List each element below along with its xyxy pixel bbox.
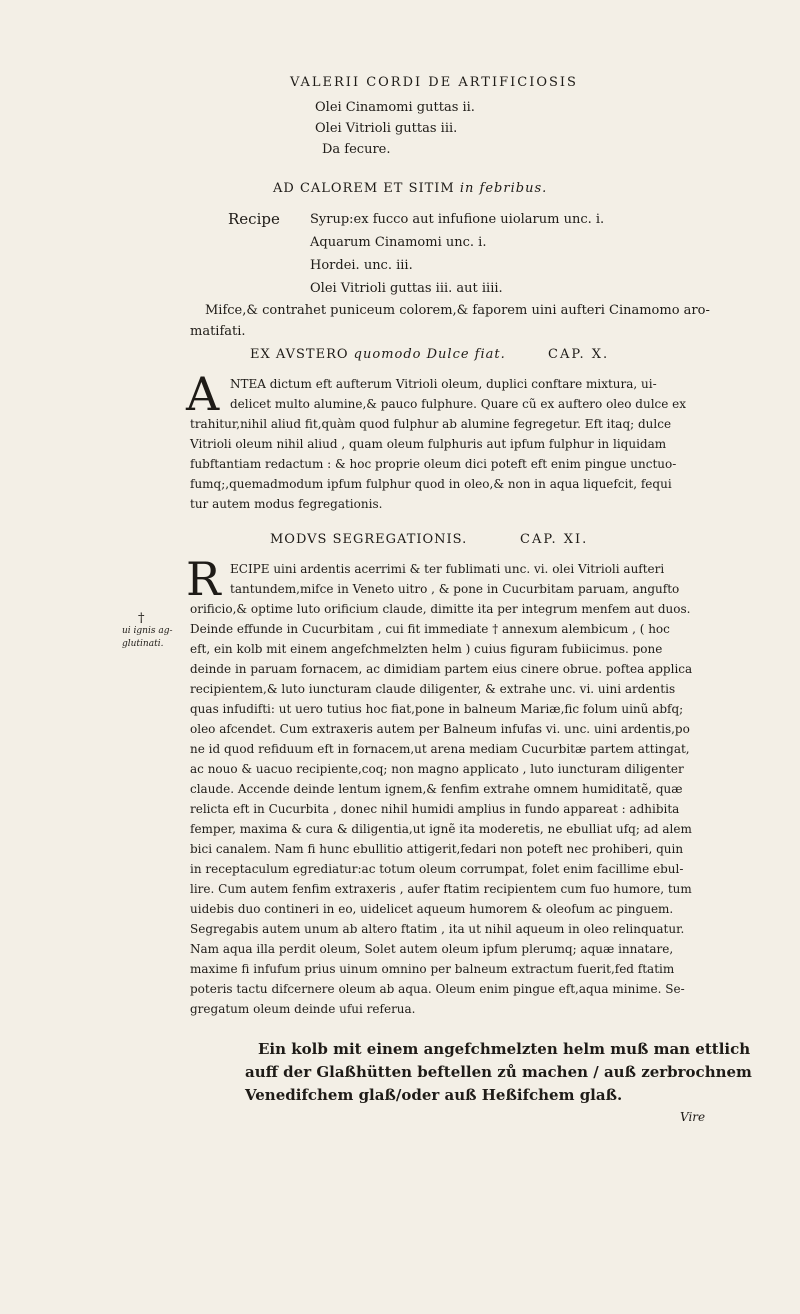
heading-ad-calorem-text: AD CALOREM ET SITIM: [273, 181, 455, 196]
recipe-item-2: Aquarum Cinamomi unc. i.: [310, 235, 487, 250]
recipe-item-4: Olei Vitrioli guttas iii. aut iiii.: [310, 281, 503, 296]
recipe-item-1: Syrup:ex fucco aut infufione uiolarum unc. i.: [310, 212, 605, 227]
heading-ex-austero-text: EX AVSTERO: [250, 347, 349, 362]
para2-line-17: lire. Cum autem fenfim extraxeris , aufer ftatim recipientem cum fuo humore, tum: [190, 882, 692, 896]
heading-ad-calorem: [273, 181, 547, 196]
para2-line-22: poteris tactu difcernere oleum ab aqua. Oleum enim pingue eft,aqua minime. Se-: [190, 982, 685, 996]
para2-line-2: tantundem,mifce in Veneto uitro , & pone in Cucurbitam paruam, angufto: [230, 582, 680, 596]
para2-line-3: orificio,& optime luto orificium claude, dimitte ita per integrum menfem aut duos.: [190, 602, 691, 616]
para2-line-19: Segregabis autem unum ab altero ftatim , ita ut nihil aqueum in oleo relinquatur.: [190, 922, 685, 936]
heading-modus: MODVS SEGREGATIONIS.: [270, 532, 468, 547]
heading-ad-calorem-italic: in febribus.: [459, 181, 548, 196]
para2-line-8: quas infudifti: ut uero tutius hoc fiat,pone in balneum Mariæ,fic folum uinũ abfq;: [190, 702, 684, 716]
recipe-note-1: Mifce,& contrahet puniceum colorem,& faporem uini aufteri Cinamomo aro-: [205, 303, 710, 318]
para2-line-9: oleo afcendet. Cum extraxeris autem per Balneum infufas vi. unc. uini ardentis,po: [190, 722, 690, 736]
cap-xi-label: CAP. XI.: [520, 532, 589, 547]
para2-line-13: relicta eft in Cucurbita , donec nihil humidi amplius in fundo appareat : adhibita: [190, 802, 680, 816]
recipe-label: Recipe: [228, 210, 280, 228]
dropcap-a: A: [186, 367, 220, 421]
german-line-2: auff der Glaßhütten beftellen zů machen / auß zerbrochnem: [245, 1063, 752, 1081]
para2-line-16: in receptaculum egrediatur:ac totum oleum corrumpat, folet enim facillime ebul-: [190, 862, 684, 876]
intro-line-2: Olei Vitrioli guttas iii.: [315, 121, 458, 136]
para1-line-5: fubftantiam redactum : & hoc proprie oleum dici poteft eft enim pingue unctuo-: [190, 457, 677, 471]
para1-line-4: Vitrioli oleum nihil aliud , quam oleum fulphuris aut ipfum fulphur in liquidam: [190, 437, 667, 451]
cap-x-label: CAP. X.: [548, 347, 610, 362]
para2-line-15: bici canalem. Nam fi hunc ebullitio attigerit,fedari non poteft nec prohiberi, quin: [190, 842, 684, 856]
heading-ex-austero-italic: quomodo Dulce fiat.: [353, 347, 506, 362]
sidenote-dagger: †: [138, 611, 145, 626]
para2-line-20: Nam aqua illa perdit oleum, Solet autem oleum ipfum plerumq; aquæ innatare,: [190, 942, 674, 956]
dropcap-r: R: [186, 552, 221, 606]
para2-line-10: ne id quod refiduum eft in fornacem,ut arena mediam Cucurbitæ partem attingat,: [190, 742, 690, 756]
para1-line-2: delicet multo alumine,& pauco fulphure. Quare cũ ex auftero oleo dulce ex: [230, 397, 687, 411]
para2-line-1: ECIPE uini ardentis acerrimi & ter fublimati unc. vi. olei Vitrioli aufteri: [230, 562, 665, 576]
intro-line-3: Da fecure.: [322, 142, 391, 157]
para2-line-11: ac nouo & uacuo recipiente,coq; non magno applicato , luto iuncturam diligenter: [190, 762, 684, 776]
para1-line-7: tur autem modus fegregationis.: [190, 497, 383, 511]
german-line-1: Ein kolb mit einem angefchmelzten helm muß man ettlich: [258, 1040, 751, 1058]
sidenote-line-2: glutinati.: [122, 639, 164, 649]
para2-line-12: claude. Accende deinde lentum ignem,& fenfim extrahe omnem humiditatẽ, quæ: [190, 782, 683, 796]
para1-line-3: trahitur,nihil aliud fit,quàm quod fulphur ab alumine fegregetur. Eft itaq; dulce: [190, 417, 672, 431]
para1-line-1: NTEA dictum eft aufterum Vitrioli oleum, duplici conftare mixtura, ui-: [230, 377, 657, 391]
german-line-3: Venedifchem glaß/oder auß Heßifchem glaß.: [245, 1086, 623, 1104]
para2-line-14: femper, maxima & cura & diligentia,ut ignẽ ita moderetis, ne ebulliat ufq; ad alem: [190, 822, 692, 836]
para2-line-6: deinde in paruam fornacem, ac dimidiam partem eius cinere obrue. poftea applica: [190, 662, 693, 676]
para2-line-23: gregatum oleum deinde ufui referua.: [190, 1002, 416, 1016]
para2-line-7: recipientem,& luto iuncturam claude diligenter, & extrahe unc. vi. uini ardentis: [190, 682, 676, 696]
intro-line-1: Olei Cinamomi guttas ii.: [315, 100, 475, 115]
recipe-note-2: matifati.: [190, 324, 246, 339]
catchword: Vire: [680, 1110, 706, 1124]
para2-line-21: maxime fi infufum prius uinum omnino per balneum extractum fuerit,fed ftatim: [190, 962, 675, 976]
para2-line-4: Deinde effunde in Cucurbitam , cui fit immediate † annexum alembicum , ( hoc: [190, 622, 670, 636]
heading-ex-austero: [250, 347, 506, 362]
para2-line-18: uidebis duo contineri in eo, uidelicet aqueum humorem & oleofum ac pinguem.: [190, 902, 674, 916]
recipe-item-3: Hordei. unc. iii.: [310, 258, 413, 273]
running-header: VALERII CORDI DE ARTIFICIOSIS: [290, 75, 578, 90]
sidenote-line-1: ui ignis ag-: [122, 626, 173, 636]
para1-line-6: fumq;,quemadmodum ipfum fulphur quod in oleo,& non in aqua liquefcit, fequi: [190, 477, 672, 491]
para2-line-5: eft, ein kolb mit einem angefchmelzten helm ) cuius figuram fubiicimus. pone: [190, 642, 663, 656]
